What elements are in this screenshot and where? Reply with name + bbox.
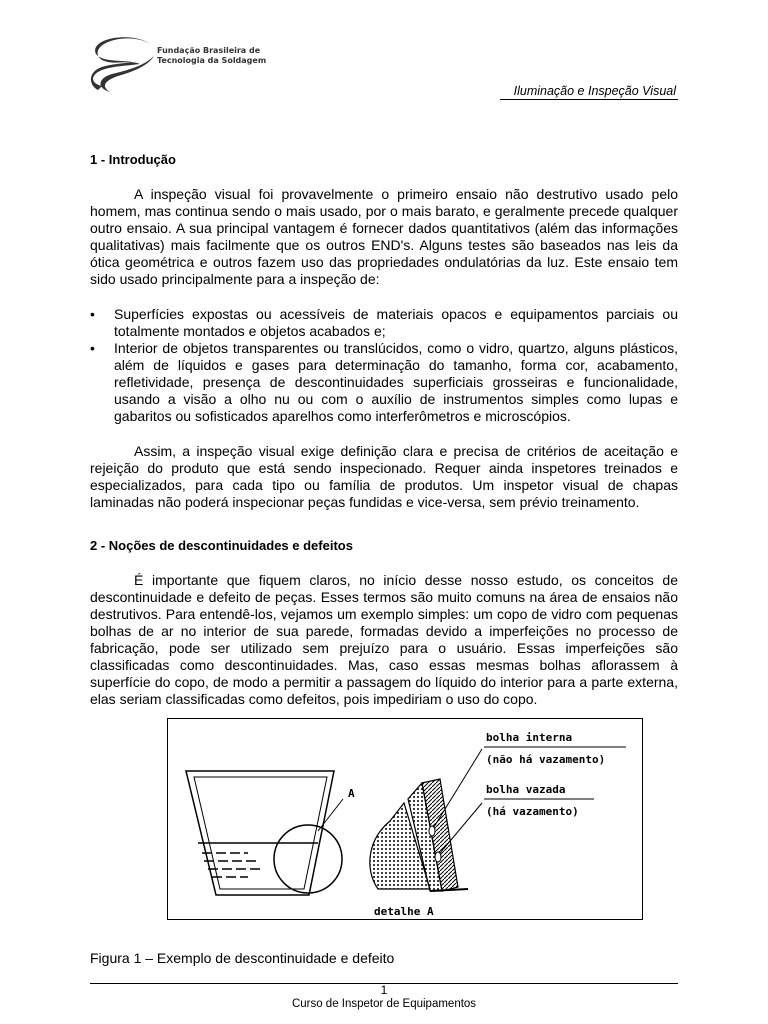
label-no-leak: (não há vazamento) xyxy=(486,753,606,766)
page-number: 1 xyxy=(380,983,388,997)
organization-name xyxy=(157,46,266,66)
label-a: A xyxy=(348,787,355,800)
section-2-heading: 2 - Noções de descontinuidades e defeitos xyxy=(90,538,353,553)
section-2-paragraph-1: É importante que fiquem claros, no início desse nosso estudo, os conceitos de descontinuidade e defeito de peças. Esses termos são muito comuns na área de ensaios não destrutivos. Para entendê-los, vejamos um exemplo simples: um copo de vidro com pequenas bolhas de ar no interior de sua parede, formadas devido a imperfeições no processo de fabricação, pode ser utilizado sem prejuízo para o usuário. Essas imperfeições são classificadas como descontinuidades. Mas, caso essas mesmas bolhas aflorassem à superfície do copo, de modo a permitir a passagem do líquido do interior para a parte externa, elas seriam classificadas como defeitos, pois impediriam o uso do copo. xyxy=(90,572,678,707)
label-leak: (há vazamento) xyxy=(486,805,579,818)
figure-caption: Figura 1 – Exemplo de descontinuidade e defeito xyxy=(90,950,395,966)
footer-course: Curso de Inspetor de Equipamentos xyxy=(291,998,477,1010)
section-1-paragraph-1: A inspeção visual foi provavelmente o primeiro ensaio não destrutivo usado pelo homem, mas continua sendo o mais usado, por o mais barato, e geralmente precede qualquer outro ensaio. A sua principal vantagem é fornecer dados quantitativos (além das informações qualitativas) mais facilmente que os outros END's. Alguns testes são baseados nas leis da ótica geométrica e outros fazem uso das propriedades ondulatórias da luz. Este ensaio tem sido usado principalmente para a inspeção de: xyxy=(90,186,678,287)
fbts-logo xyxy=(88,36,158,94)
section-1-paragraph-2: Assim, a inspeção visual exige definição clara e precisa de critérios de aceitação e rejeição do produto que está sendo inspecionado. Requer ainda inspetores treinados e especializados, para cada tipo ou família de produtos. Um inspetor visual de chapas laminadas não poderá inspecionar peças fundidas e vice-versa, sem prévio treinamento. xyxy=(90,443,678,510)
figure-1 xyxy=(167,718,643,920)
glass-diagram xyxy=(168,719,644,921)
document-body xyxy=(90,151,678,708)
label-leak-bubble: bolha vazada xyxy=(486,783,566,796)
header-rule xyxy=(500,99,678,100)
section-1-heading: 1 - Introdução xyxy=(90,152,176,167)
running-title: Iluminação e Inspeção Visual xyxy=(513,84,676,98)
label-internal-bubble: bolha interna xyxy=(486,731,573,744)
list-item: • Interior de objetos transparentes ou translúcidos, como o vidro, quartzo, alguns plásticos, além de líquidos e gases para determinação do tamanho, forma cor, acabamento, refletividade, presença de descontinuidades superficiais grosseiras e funcionalidade, usando a visão a olho nu ou com o auxílio de instrumentos simples como lupas e gabaritos ou sofisticados aparelhos como interferômetros e microscópios. xyxy=(90,340,678,425)
inspection-targets-list xyxy=(90,306,678,425)
org-line-1: Fundação Brasileira de xyxy=(157,46,261,55)
label-detail-a: detalhe A xyxy=(374,905,434,918)
list-item: • Superfícies expostas ou acessíveis de materiais opacos e equipamentos parciais ou totalmente montados e objetos acabados e; xyxy=(90,306,678,340)
org-line-2: Tecnologia da Soldagem xyxy=(157,56,267,65)
glass-cup xyxy=(186,771,334,895)
detail-circle xyxy=(274,825,342,893)
